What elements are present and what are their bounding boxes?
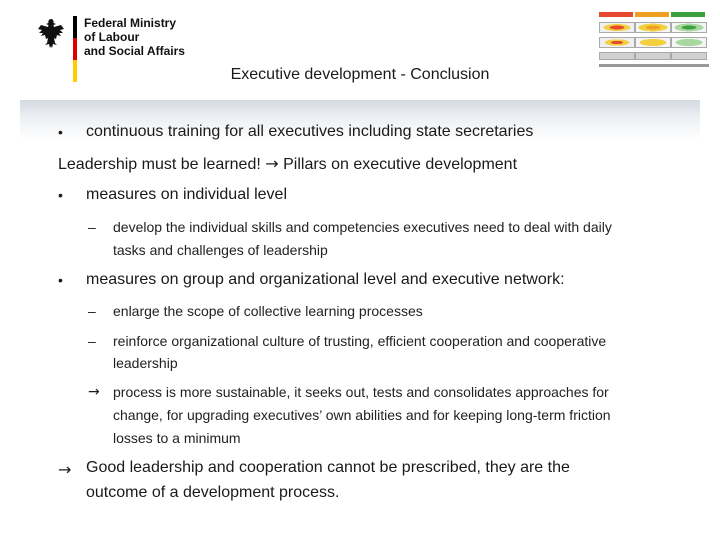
arrow-icon: → [58, 460, 72, 479]
logo-cell-yellow-1 [635, 22, 671, 33]
sub-develop-skills-line1: develop the individual skills and competencies executives need to deal with daily [113, 219, 612, 235]
sub-reinforce-culture-line2: leadership [113, 355, 178, 371]
federal-eagle-icon [36, 16, 66, 52]
logo-cell-green-1 [671, 22, 707, 33]
sub-enlarge-scope: enlarge the scope of collective learning processes [113, 303, 423, 319]
ministry-name [84, 16, 185, 58]
flag-black-band [73, 16, 77, 38]
dash-marker: – [88, 219, 96, 235]
sub-reinforce-culture-line1: reinforce organizational culture of trusting, efficient cooperation and cooperative [113, 333, 607, 349]
conclusion-line2: outcome of a development process. [86, 484, 340, 501]
logo-cell-red-top [599, 12, 633, 17]
dash-marker: – [88, 303, 96, 319]
flag-red-band [73, 38, 77, 60]
logo-cell-green-2 [671, 37, 707, 48]
ministry-line-3: and Social Affairs [84, 44, 185, 58]
logo-cell-orange-top [635, 12, 669, 17]
conclusion-line1: Good leadership and cooperation cannot be prescribed, they are the [86, 459, 570, 476]
bullet-group-level: measures on group and organizational level and executive network: [86, 271, 565, 288]
leadership-heading [58, 154, 517, 174]
logo-cell-gray-3 [671, 52, 707, 60]
sub-process-line2: change, for upgrading executives’ own abilities and for keeping long-term friction [113, 407, 611, 423]
bullet-marker: • [58, 272, 63, 288]
heading-part-a: Leadership must be learned! [58, 156, 261, 173]
logo-cell-red-1 [599, 22, 635, 33]
sub-process-line1: process is more sustainable, it seeks out, tests and consolidates approaches for [113, 384, 609, 400]
project-logo-grid [597, 12, 711, 70]
bullet-marker: • [58, 124, 63, 140]
bullet-continuous-training: continuous training for all executives including state secretaries [86, 123, 534, 140]
logo-cell-green-top [671, 12, 705, 17]
logo-cell-red-2 [599, 37, 635, 48]
logo-cell-gray-2 [635, 52, 671, 60]
bullet-individual-level: measures on individual level [86, 186, 287, 203]
bullet-marker: • [58, 187, 63, 203]
arrow-icon: → [88, 384, 100, 400]
ministry-line-1: Federal Ministry [84, 16, 177, 30]
heading-part-b: Pillars on executive development [283, 156, 518, 173]
logo-cell-gray-1 [599, 52, 635, 60]
slide-header [0, 0, 720, 100]
ministry-line-2: of Labour [84, 30, 140, 44]
sub-process-line3: losses to a minimum [113, 430, 241, 446]
logo-cell-yellow-2 [635, 37, 671, 48]
arrow-icon: → [265, 154, 279, 173]
dash-marker: – [88, 333, 96, 349]
sub-develop-skills-line2: tasks and challenges of leadership [113, 242, 328, 258]
slide-title: Executive development - Conclusion [230, 66, 490, 83]
